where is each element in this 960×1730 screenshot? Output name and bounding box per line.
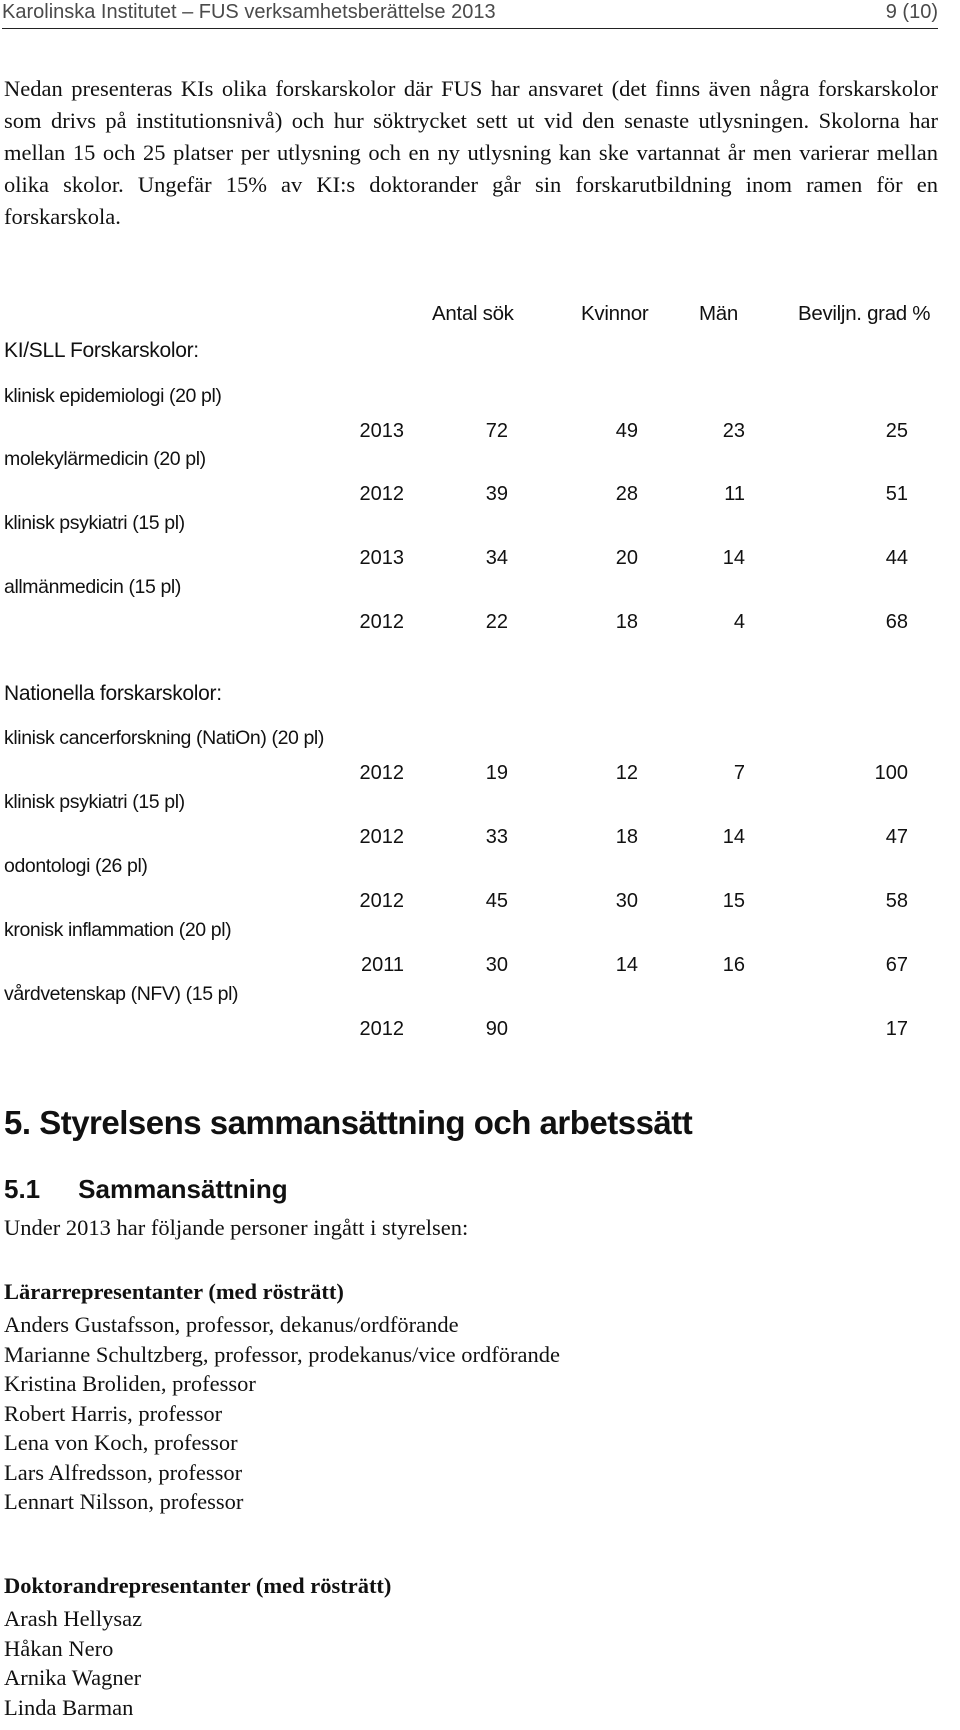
school-name: klinisk psykiatri (15 pl) [4,512,185,534]
cell-year: 2012 [359,826,404,848]
cell-year: 2012 [359,1018,404,1040]
teacher-representative: Marianne Schultzberg, professor, prodekanus/vice ordförande [4,1341,560,1367]
students-heading: Doktorandrepresentanter (med rösträtt) [4,1573,392,1598]
section-5-1-number: 5.1 [4,1174,41,1204]
cell-grad: 51 [885,483,908,505]
cell-man: 14 [722,826,745,848]
school-name: allmänmedicin (15 pl) [4,576,181,598]
teacher-representative: Kristina Broliden, professor [4,1371,256,1396]
header-title: Karolinska Institutet – FUS verksamhetsberättelse 2013 [2,1,496,23]
cell-year: 2011 [360,954,404,976]
cell-year: 2012 [359,762,404,784]
student-representative: Arnika Wagner [4,1665,142,1690]
cell-antal: 19 [485,762,508,784]
teachers-list [4,1310,560,1517]
teacher-representative: Anders Gustafsson, professor, dekanus/ordförande [4,1312,459,1337]
teacher-representative: Lennart Nilsson, professor [4,1489,244,1514]
section-5-1-title: Sammansättning [78,1174,288,1204]
school-name: klinisk epidemiologi (20 pl) [4,385,222,407]
cell-grad: 58 [885,890,908,912]
cell-kvinnor: 28 [615,483,638,505]
cell-antal: 33 [485,826,508,848]
cell-antal: 22 [485,611,508,633]
cell-year: 2012 [359,890,404,912]
cell-year: 2013 [359,420,404,442]
school-name: vårdvetenskap (NFV) (15 pl) [4,983,239,1005]
cell-man: 14 [722,547,745,569]
col-header-antal: Antal sök [432,302,514,325]
cell-kvinnor: 18 [615,611,638,633]
col-header-man: Män [699,302,738,325]
cell-grad: 25 [885,420,908,442]
teacher-representative: Lars Alfredsson, professor [4,1459,243,1485]
cell-kvinnor: 12 [615,762,638,784]
student-representative: Linda Barman [4,1694,134,1720]
cell-man: 15 [722,890,745,912]
cell-kvinnor: 14 [615,954,638,976]
cell-man: 23 [722,420,745,442]
cell-kvinnor: 18 [615,826,638,848]
cell-man: 7 [733,762,745,784]
intro-paragraph: Nedan presenteras KIs olika forskarskolor där FUS har ansvaret (det finns även några forskarskolor som drivs på institutionsnivå) och hur söktrycket sett ut vid den senaste utlysningen. Skolorna har mellan 15 och 25 platser per utlysning och en ny utlysning kan ske vartannat år men varierar mellan olika skolor. Ungefär 15% av KI:s doktorander går sin forskarutbildning inom ramen för en forskarskola. [4,76,938,229]
cell-antal: 30 [485,954,508,976]
cell-year: 2012 [359,483,404,505]
section-5-1-heading [4,1174,288,1205]
cell-antal: 45 [485,890,508,912]
teachers-heading: Lärarrepresentanter (med rösträtt) [4,1279,344,1304]
school-name: kronisk inflammation (20 pl) [4,919,232,941]
teacher-representative: Lena von Koch, professor [4,1430,238,1455]
cell-antal: 39 [485,483,508,505]
cell-kvinnor: 20 [615,547,638,569]
cell-grad: 47 [885,826,908,848]
cell-antal: 72 [485,420,508,442]
student-representative: Arash Hellysaz [4,1606,143,1631]
cell-grad: 44 [885,547,908,569]
section-5-heading: 5. Styrelsens sammansättning och arbetssätt [4,1104,693,1141]
cell-year: 2012 [359,611,404,633]
cell-man: 11 [724,483,745,505]
page-header [2,0,938,29]
kisll-section-title: KI/SLL Forskarskolor: [4,339,199,362]
cell-man: 4 [733,611,745,633]
cell-grad: 67 [885,954,908,976]
teacher-representative: Robert Harris, professor [4,1400,223,1426]
cell-man: 16 [722,954,745,976]
cell-grad: 100 [874,762,908,784]
cell-year: 2013 [359,547,404,569]
cell-grad: 68 [885,611,908,633]
student-representative: Håkan Nero [4,1635,114,1661]
school-name: klinisk cancerforskning (NatiOn) (20 pl) [4,727,324,749]
school-name: klinisk psykiatri (15 pl) [4,791,185,813]
section-5-1-lead: Under 2013 har följande personer ingått i styrelsen: [4,1215,469,1240]
school-name: molekylärmedicin (20 pl) [4,448,206,470]
page-number: 9 (10) [885,1,938,23]
col-header-kvinnor: Kvinnor [581,302,649,325]
col-header-grad: Beviljn. grad % [798,302,931,325]
cell-antal: 90 [485,1018,508,1040]
school-name: odontologi (26 pl) [4,855,148,877]
cell-kvinnor: 30 [615,890,638,912]
national-section-title: Nationella forskarskolor: [4,682,222,705]
cell-grad: 17 [885,1018,908,1040]
cell-kvinnor: 49 [615,420,638,442]
cell-antal: 34 [485,547,508,569]
students-list [4,1604,142,1722]
